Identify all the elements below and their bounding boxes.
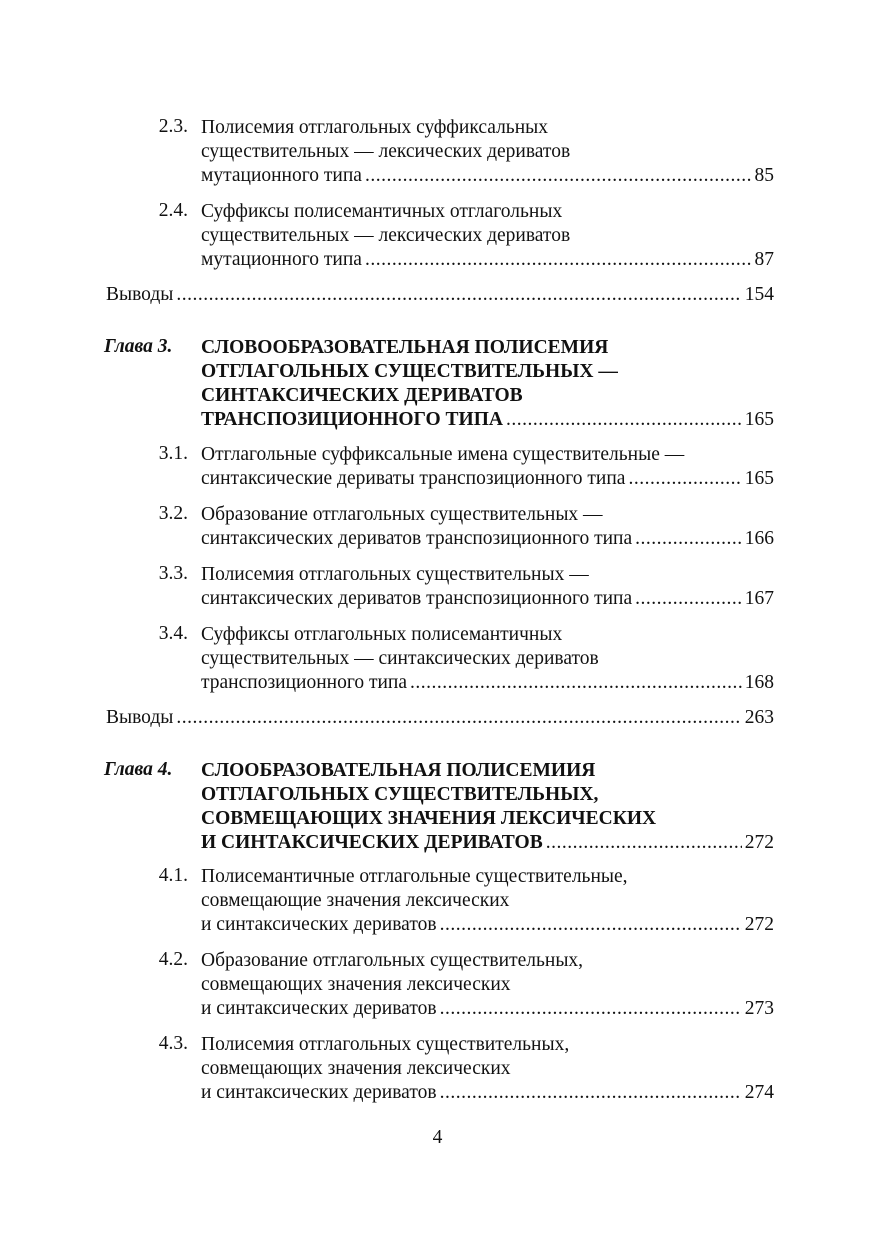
dot-leader bbox=[440, 997, 742, 1021]
page-ref: 272 bbox=[744, 832, 774, 853]
entry-text bbox=[201, 759, 774, 855]
title-line: Полисемия отглагольных существительных — bbox=[201, 564, 589, 585]
entry-text bbox=[106, 706, 774, 730]
title-line: Образование отглагольных существительных, bbox=[201, 950, 584, 971]
title-line: синтаксических дериватов транспозиционного типа bbox=[201, 528, 633, 549]
leader-line bbox=[106, 706, 774, 730]
title-line: ОТГЛАГОЛЬНЫХ СУЩЕСТВИТЕЛЬНЫХ, bbox=[201, 784, 599, 805]
dot-leader bbox=[440, 913, 742, 937]
title-line: ТРАНСПОЗИЦИОННОГО ТИПА bbox=[201, 409, 503, 430]
title-line: совмещающих значения лексических bbox=[201, 974, 511, 995]
chapter-label: Глава 4. bbox=[104, 759, 173, 780]
page-ref: 274 bbox=[744, 1082, 774, 1103]
section-number: 3.1. bbox=[158, 443, 188, 464]
page-ref: 273 bbox=[744, 998, 774, 1019]
title-line: транспозиционного типа bbox=[201, 672, 408, 693]
title-line: Выводы bbox=[106, 707, 174, 728]
entry-text bbox=[201, 949, 774, 1021]
leader-line bbox=[201, 408, 774, 432]
page-ref: 166 bbox=[744, 528, 774, 549]
leader-line bbox=[106, 283, 774, 307]
section-number: 2.4. bbox=[158, 200, 188, 221]
title-line: существительных — синтаксических дериватов bbox=[201, 648, 599, 669]
leader-line bbox=[201, 831, 774, 855]
title-line: синтаксические дериваты транспозиционного типа bbox=[201, 468, 626, 489]
title-line: Выводы bbox=[106, 284, 174, 305]
leader-line bbox=[201, 671, 774, 695]
leader-line bbox=[201, 248, 774, 272]
title-line: совмещающие значения лексических bbox=[201, 890, 510, 911]
section-number: 3.3. bbox=[158, 563, 188, 584]
entry-text bbox=[201, 563, 774, 611]
dot-leader bbox=[440, 1081, 742, 1105]
title-line: ОТГЛАГОЛЬНЫХ СУЩЕСТВИТЕЛЬНЫХ — bbox=[201, 361, 618, 382]
section-number: 4.3. bbox=[158, 1033, 188, 1054]
leader-line bbox=[201, 467, 774, 491]
page-ref: 272 bbox=[744, 914, 774, 935]
section-number: 3.2. bbox=[158, 503, 188, 524]
entry-text bbox=[201, 200, 774, 272]
dot-leader bbox=[506, 408, 742, 432]
page-ref: 167 bbox=[744, 588, 774, 609]
entry-text bbox=[201, 336, 774, 432]
entry-text bbox=[201, 116, 774, 188]
title-line: Полисемия отглагольных суффиксальных bbox=[201, 117, 548, 138]
page-ref: 154 bbox=[744, 284, 774, 305]
title-line: Отглагольные суффиксальные имена существительные — bbox=[201, 444, 685, 465]
leader-line bbox=[201, 587, 774, 611]
dot-leader bbox=[628, 467, 741, 491]
dot-leader bbox=[365, 164, 752, 188]
title-line: Полисемантичные отглагольные существительные, bbox=[201, 866, 628, 887]
page-ref: 168 bbox=[744, 672, 774, 693]
entry-text bbox=[201, 623, 774, 695]
section-number: 3.4. bbox=[158, 623, 188, 644]
dot-leader bbox=[176, 283, 741, 307]
page-ref: 165 bbox=[744, 409, 774, 430]
title-line: Суффиксы отглагольных полисемантичных bbox=[201, 624, 563, 645]
title-line: совмещающих значения лексических bbox=[201, 1058, 511, 1079]
title-line: и синтаксических дериватов bbox=[201, 998, 437, 1019]
entry-text bbox=[106, 283, 774, 307]
page-ref: 87 bbox=[754, 249, 774, 270]
title-line: и синтаксических дериватов bbox=[201, 914, 437, 935]
title-line: СИНТАКСИЧЕСКИХ ДЕРИВАТОВ bbox=[201, 385, 523, 406]
dot-leader bbox=[365, 248, 752, 272]
title-line: СЛОВООБРАЗОВАТЕЛЬНАЯ ПОЛИСЕМИЯ bbox=[201, 337, 609, 358]
title-line: синтаксических дериватов транспозиционного типа bbox=[201, 588, 633, 609]
leader-line bbox=[201, 164, 774, 188]
entry-text bbox=[201, 1033, 774, 1105]
title-line: Образование отглагольных существительных — bbox=[201, 504, 603, 525]
page-number: 4 bbox=[432, 1127, 443, 1148]
title-line: СЛООБРАЗОВАТЕЛЬНАЯ ПОЛИСЕМИИЯ bbox=[201, 760, 596, 781]
dot-leader bbox=[635, 587, 742, 611]
title-line: существительных — лексических дериватов bbox=[201, 141, 571, 162]
title-line: мутационного типа bbox=[201, 165, 362, 186]
entry-text bbox=[201, 443, 774, 491]
section-number: 4.2. bbox=[158, 949, 188, 970]
title-line: существительных — лексических дериватов bbox=[201, 225, 571, 246]
entry-text bbox=[201, 865, 774, 937]
page-ref: 263 bbox=[744, 707, 774, 728]
leader-line bbox=[201, 997, 774, 1021]
title-line: И СИНТАКСИЧЕСКИХ ДЕРИВАТОВ bbox=[201, 832, 543, 853]
dot-leader bbox=[546, 831, 742, 855]
leader-line bbox=[201, 913, 774, 937]
page-ref: 165 bbox=[744, 468, 774, 489]
title-line: СОВМЕЩАЮЩИХ ЗНАЧЕНИЯ ЛЕКСИЧЕСКИХ bbox=[201, 808, 657, 829]
section-number: 4.1. bbox=[158, 865, 188, 886]
title-line: и синтаксических дериватов bbox=[201, 1082, 437, 1103]
entry-text bbox=[201, 503, 774, 551]
page-ref: 85 bbox=[754, 165, 774, 186]
dot-leader bbox=[635, 527, 742, 551]
title-line: Полисемия отглагольных существительных, bbox=[201, 1034, 570, 1055]
leader-line bbox=[201, 527, 774, 551]
section-number: 2.3. bbox=[158, 116, 188, 137]
dot-leader bbox=[410, 671, 742, 695]
dot-leader bbox=[176, 706, 741, 730]
title-line: Суффиксы полисемантичных отглагольных bbox=[201, 201, 563, 222]
title-line: мутационного типа bbox=[201, 249, 362, 270]
leader-line bbox=[201, 1081, 774, 1105]
chapter-label: Глава 3. bbox=[104, 336, 173, 357]
